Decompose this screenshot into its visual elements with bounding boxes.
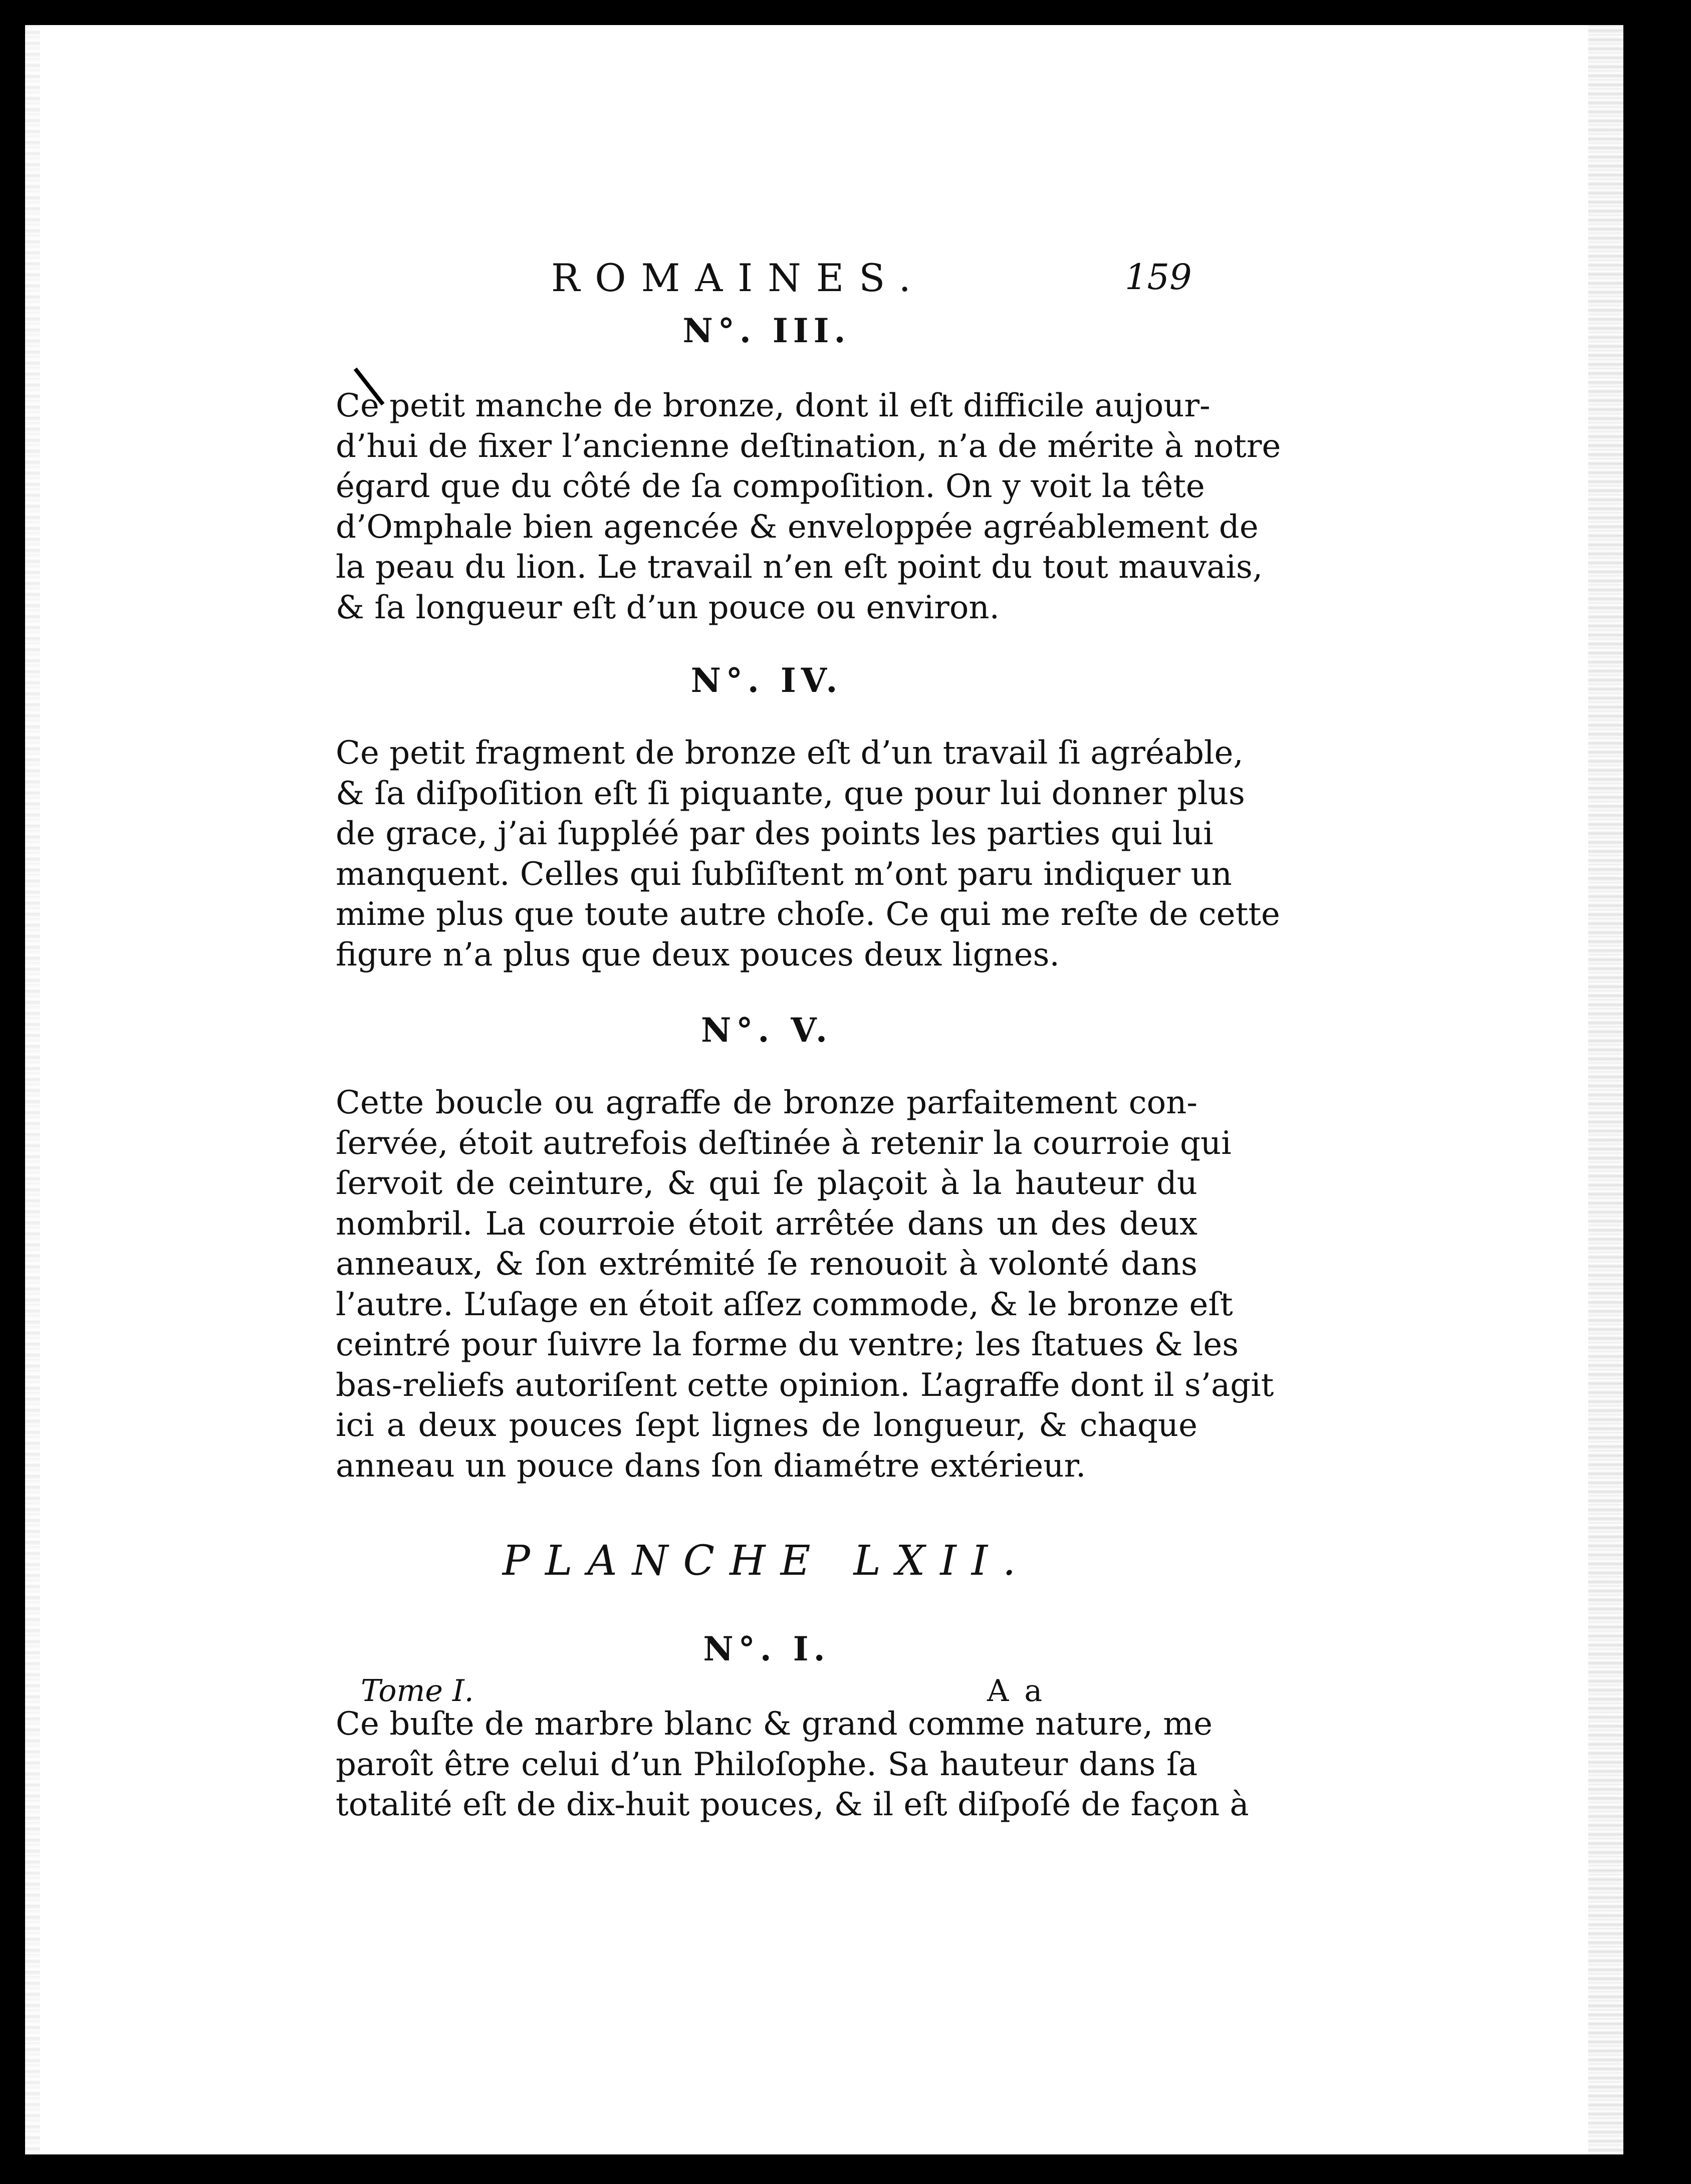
section-heading-5: N°. V. <box>701 1011 832 1050</box>
page-right-edge <box>1588 25 1623 2154</box>
text-line: la peau du lion. Le travail n’en eſt point du tout mauvais, <box>336 549 1263 586</box>
paragraph-no-5 <box>336 1083 1274 1486</box>
page-footer <box>336 1673 1197 1714</box>
text-line: ici a deux pouces ſept lignes de longueur, & chaque <box>336 1407 1197 1444</box>
page-left-edge <box>25 25 40 2154</box>
text-line: d’hui de fixer l’ancienne deſtination, n’a de mérite à notre <box>336 427 1281 465</box>
text-line: paroît être celui d’un Philoſophe. Sa hauteur dans ſa <box>336 1746 1197 1783</box>
paragraph-plate-no-1 <box>336 1704 1249 1825</box>
main-text <box>336 306 1281 1825</box>
paragraph-no-3 <box>336 386 1281 628</box>
text-line: ſervoit de ceinture, & qui ſe plaçoit à la hauteur du <box>336 1165 1197 1202</box>
running-title: ROMAINES. <box>551 256 926 300</box>
text-line: mime plus que toute autre choſe. Ce qui me reſte de cette <box>336 896 1280 933</box>
text-line: ſervée, étoit autrefois deſtinée à retenir la courroie qui <box>336 1124 1232 1162</box>
text-line: Ce buſte de marbre blanc & grand comme nature, me <box>336 1706 1213 1743</box>
text-line: & ſa longueur eſt d’un pouce ou environ. <box>336 589 1000 626</box>
text-line: égard que du côté de ſa compoſition. On y voit la tête <box>336 468 1205 505</box>
section-heading-4: N°. IV. <box>690 661 843 700</box>
section-heading-3: N°. III. <box>682 311 851 350</box>
text-line: & ſa diſpoſition eſt ſi piquante, que pour lui donner plus <box>336 775 1245 812</box>
text-line: anneaux, & ſon extrémité ſe renouoit à volonté dans <box>336 1246 1197 1283</box>
page-number: 159 <box>1125 257 1192 298</box>
paragraph-no-4 <box>336 733 1280 975</box>
text-line: totalité eſt de dix-huit pouces, & il eſt diſpoſé de façon à <box>336 1786 1249 1823</box>
text-line: bas-reliefs autoriſent cette opinion. L’agraffe dont il s’agit <box>336 1366 1274 1404</box>
text-line: Ce petit manche de bronze, dont il eſt difficile aujour- <box>336 387 1211 424</box>
text-line: figure n’a plus que deux pouces deux lignes. <box>336 936 1060 974</box>
text-line: Cette boucle ou agraffe de bronze parfaitement con- <box>336 1084 1197 1121</box>
book-page <box>25 25 1623 2154</box>
plate-section-heading: N°. I. <box>703 1629 830 1668</box>
text-line: nombril. La courroie étoit arrêtée dans un des deux <box>336 1205 1197 1243</box>
volume-label: Tome I. <box>361 1673 474 1709</box>
text-line: Ce petit fragment de bronze eſt d’un travail ſi agréable, <box>336 735 1244 772</box>
text-line: de grace, j’ai ſuppléé par des points les parties qui lui <box>336 815 1214 852</box>
signature-mark: A a <box>987 1673 1046 1709</box>
text-line: ceintré pour ſuivre la forme du ventre; les ſtatues & les <box>336 1326 1239 1363</box>
plate-title: PLANCHE LXII. <box>502 1537 1031 1585</box>
text-line: l’autre. L’uſage en étoit aſſez commode, & le bronze eſt <box>336 1286 1233 1323</box>
text-line: manquent. Celles qui ſubſiſtent m’ont paru indiquer un <box>336 855 1232 893</box>
text-line: d’Omphale bien agencée & enveloppée agréablement de <box>336 508 1259 546</box>
text-line: anneau un pouce dans ſon diamétre extérieur. <box>336 1447 1086 1485</box>
